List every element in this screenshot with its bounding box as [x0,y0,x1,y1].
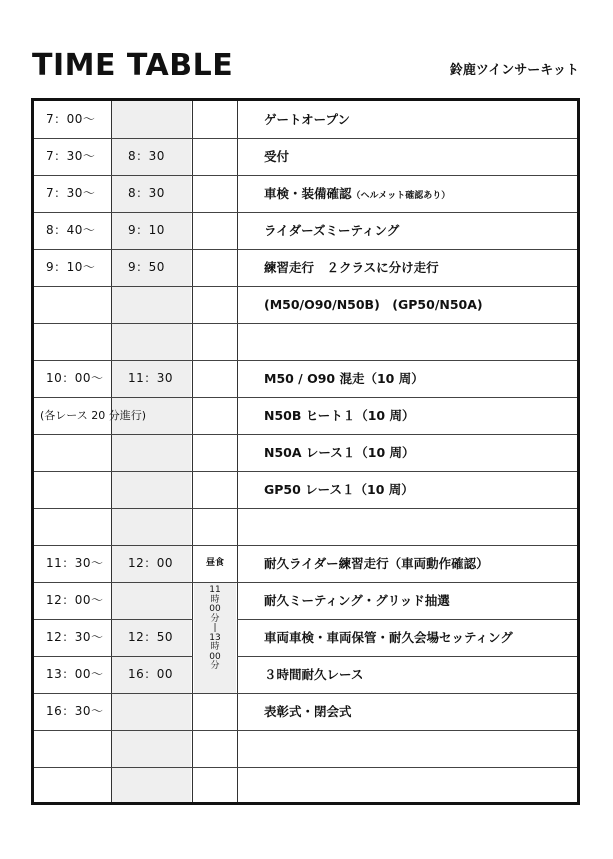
start-time: 12：30〜 [46,630,104,644]
event-label: (M50/O90/N50B) (GP50/N50A) [264,297,483,312]
end-time: 9：10 [128,223,165,237]
event-description [264,545,489,582]
event-description [264,101,350,138]
lunch-time-char: 分 [210,661,220,671]
start-time: 7：00〜 [46,112,96,126]
table-row [34,360,577,397]
table-row [34,323,577,360]
start-time: 8：40〜 [46,223,96,237]
lunch-time-char: 時 [210,594,220,605]
table-row [34,397,577,434]
table-row [34,286,577,323]
event-label: 耐久ミーティング・グリッド抽選 [264,593,450,608]
timetable [31,98,580,805]
table-row [34,545,577,582]
table-row [34,434,577,471]
lunch-time-char: | [213,623,217,633]
event-label: ３時間耐久レース [264,667,364,682]
lunch-time-char: 00 [209,651,221,662]
event-note: （ヘルメット確認あり） [351,191,451,201]
event-label: N50A レース１（10 周） [264,445,415,460]
event-label: 表彰式・閉会式 [264,704,352,719]
table-row [34,730,577,767]
event-description [264,619,513,656]
event-description [264,212,399,249]
event-label: N50B ヒート１（10 周） [264,408,415,423]
end-time: 16：00 [128,667,174,681]
start-time: 13：00〜 [46,667,104,681]
end-time: 12：00 [128,556,174,570]
table-row [34,138,577,175]
event-label: 耐久ライダー練習走行（車両動作確認） [264,556,489,571]
table-row [34,693,577,730]
event-description [264,656,363,693]
event-description [264,138,289,175]
event-description [264,175,450,212]
lunch-time-char: 13 [209,632,221,643]
lunch-label: 昼食 [205,558,224,568]
end-time: 11：30 [128,371,174,385]
event-description [264,249,439,286]
event-description [264,286,483,323]
start-time: 7：30〜 [46,149,96,163]
start-time: 10：00〜 [46,371,104,385]
event-description [264,397,414,434]
table-row [34,508,577,545]
start-time: 9：10〜 [46,260,96,274]
table-row [34,619,577,656]
page-title: TIME TABLE [32,48,234,83]
lunch-time-char: 分 [210,613,220,624]
event-label: 車検・装備確認 [264,186,352,201]
lunch-time-char: 時 [210,642,220,652]
event-label: 練習走行 ２クラスに分け走行 [264,260,439,275]
event-description [264,582,450,619]
event-label: 受付 [264,149,290,164]
lunch-time-char: 00 [209,604,221,614]
event-label: M50 / O90 混走（10 周） [264,371,424,386]
table-row [34,212,577,249]
event-label: GP50 レース１（10 周） [264,482,414,497]
table-row [34,582,577,619]
end-time: 8：30 [128,186,165,200]
event-description [264,434,415,471]
table-row [34,471,577,508]
event-description [264,471,414,508]
table-row [34,175,577,212]
table-row [34,249,577,286]
event-label: 車両車検・車両保管・耐久会場セッティング [264,630,513,645]
start-time: 12：00〜 [46,593,104,607]
event-description [264,693,352,730]
end-time: 9：50 [128,260,165,274]
start-time: 11：30〜 [46,556,104,570]
end-time: 12：50 [128,630,174,644]
event-label: ライダーズミーティング [264,223,400,238]
start-time: 16：30〜 [46,704,104,718]
venue-name: 鈴鹿ツインサーキット [449,63,579,78]
table-row [34,656,577,693]
lunch-time-char: 11 [209,585,221,595]
start-time: 7：30〜 [46,186,96,200]
event-description [264,360,424,397]
table-row [34,101,577,138]
table-row [34,767,577,804]
end-time: 8：30 [128,149,165,163]
event-label: ゲートオープン [264,112,351,127]
race-duration-note: (各レース 20 分進行) [40,409,147,422]
lunch-time-range [194,586,236,672]
